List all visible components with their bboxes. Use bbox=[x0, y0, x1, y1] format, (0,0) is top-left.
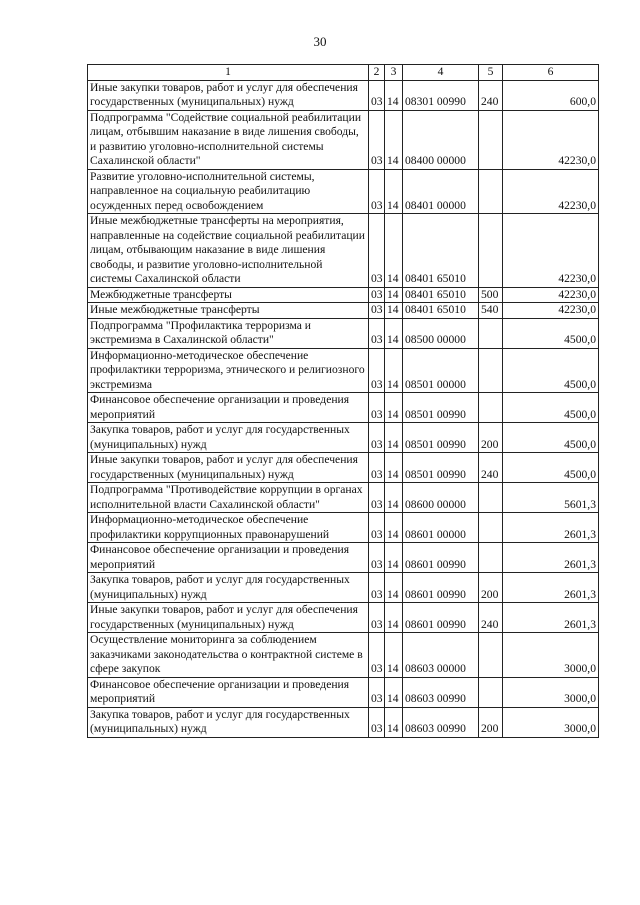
row-expense-type-cell: 200 bbox=[479, 573, 503, 603]
row-amount-cell: 42230,0 bbox=[503, 169, 599, 214]
row-subsection-cell: 14 bbox=[385, 633, 403, 678]
row-target-article-cell: 08603 00990 bbox=[403, 677, 479, 707]
row-amount-cell: 42230,0 bbox=[503, 303, 599, 319]
row-subsection-cell: 14 bbox=[385, 423, 403, 453]
row-amount-cell: 42230,0 bbox=[503, 110, 599, 169]
row-expense-type-cell: 500 bbox=[479, 287, 503, 303]
row-section-cell: 03 bbox=[369, 303, 385, 319]
row-target-article-cell: 08401 00000 bbox=[403, 169, 479, 214]
row-target-article-cell: 08401 65010 bbox=[403, 303, 479, 319]
table-row bbox=[88, 303, 599, 319]
row-section-cell: 03 bbox=[369, 573, 385, 603]
row-target-article-cell: 08501 00990 bbox=[403, 453, 479, 483]
row-name-cell: Финансовое обеспечение организации и проведения мероприятий bbox=[88, 543, 369, 573]
row-subsection-cell: 14 bbox=[385, 543, 403, 573]
row-target-article-cell: 08603 00990 bbox=[403, 707, 479, 737]
column-header: 3 bbox=[385, 65, 403, 81]
row-name-cell: Иные межбюджетные трансферты на мероприятия, направленные на содействие социальной реабилитации лицам, отбывающим наказание в виде лишения свободы, и развитие уголовно-исполнительной системы Сахалинской области bbox=[88, 214, 369, 288]
row-target-article-cell: 08601 00990 bbox=[403, 573, 479, 603]
table-row bbox=[88, 287, 599, 303]
row-name-cell: Развитие уголовно-исполнительной системы, направленное на социальную реабилитацию осужденных перед освобождением bbox=[88, 169, 369, 214]
row-section-cell: 03 bbox=[369, 318, 385, 348]
row-subsection-cell: 14 bbox=[385, 287, 403, 303]
row-amount-cell: 2601,3 bbox=[503, 573, 599, 603]
row-target-article-cell: 08401 65010 bbox=[403, 214, 479, 288]
table-row bbox=[88, 707, 599, 737]
row-section-cell: 03 bbox=[369, 393, 385, 423]
row-name-cell: Подпрограмма "Противодействие коррупции в органах исполнительной власти Сахалинской области" bbox=[88, 483, 369, 513]
row-amount-cell: 4500,0 bbox=[503, 393, 599, 423]
row-subsection-cell: 14 bbox=[385, 348, 403, 393]
row-expense-type-cell: 240 bbox=[479, 453, 503, 483]
row-section-cell: 03 bbox=[369, 633, 385, 678]
row-expense-type-cell: 540 bbox=[479, 303, 503, 319]
row-subsection-cell: 14 bbox=[385, 169, 403, 214]
row-name-cell: Подпрограмма "Профилактика терроризма и экстремизма в Сахалинской области" bbox=[88, 318, 369, 348]
row-section-cell: 03 bbox=[369, 348, 385, 393]
row-amount-cell: 4500,0 bbox=[503, 453, 599, 483]
column-header: 4 bbox=[403, 65, 479, 81]
table-row bbox=[88, 110, 599, 169]
row-section-cell: 03 bbox=[369, 677, 385, 707]
row-name-cell: Подпрограмма "Содействие социальной реабилитации лицам, отбывшим наказание в виде лишения свободы, и развитию уголовно-исполнительной системы Сахалинской области" bbox=[88, 110, 369, 169]
row-target-article-cell: 08301 00990 bbox=[403, 80, 479, 110]
row-expense-type-cell bbox=[479, 318, 503, 348]
row-amount-cell: 2601,3 bbox=[503, 603, 599, 633]
row-subsection-cell: 14 bbox=[385, 483, 403, 513]
row-section-cell: 03 bbox=[369, 287, 385, 303]
row-expense-type-cell bbox=[479, 513, 503, 543]
table-row bbox=[88, 633, 599, 678]
row-amount-cell: 2601,3 bbox=[503, 543, 599, 573]
row-expense-type-cell: 240 bbox=[479, 80, 503, 110]
row-name-cell: Информационно-методическое обеспечение профилактики терроризма, этнического и религиозного экстремизма bbox=[88, 348, 369, 393]
table-header-row bbox=[88, 65, 599, 81]
row-amount-cell: 3000,0 bbox=[503, 633, 599, 678]
row-target-article-cell: 08401 65010 bbox=[403, 287, 479, 303]
row-section-cell: 03 bbox=[369, 707, 385, 737]
page-number: 30 bbox=[313, 34, 327, 49]
row-amount-cell: 5601,3 bbox=[503, 483, 599, 513]
row-section-cell: 03 bbox=[369, 543, 385, 573]
table-row bbox=[88, 348, 599, 393]
row-name-cell: Закупка товаров, работ и услуг для государственных (муниципальных) нужд bbox=[88, 423, 369, 453]
row-amount-cell: 3000,0 bbox=[503, 707, 599, 737]
row-expense-type-cell bbox=[479, 214, 503, 288]
row-name-cell: Закупка товаров, работ и услуг для государственных (муниципальных) нужд bbox=[88, 707, 369, 737]
table-row bbox=[88, 483, 599, 513]
row-target-article-cell: 08600 00000 bbox=[403, 483, 479, 513]
row-subsection-cell: 14 bbox=[385, 453, 403, 483]
row-name-cell: Информационно-методическое обеспечение профилактики коррупционных правонарушений bbox=[88, 513, 369, 543]
row-expense-type-cell bbox=[479, 393, 503, 423]
column-header: 5 bbox=[479, 65, 503, 81]
row-expense-type-cell bbox=[479, 677, 503, 707]
table-row bbox=[88, 603, 599, 633]
row-expense-type-cell bbox=[479, 633, 503, 678]
row-subsection-cell: 14 bbox=[385, 573, 403, 603]
row-target-article-cell: 08601 00000 bbox=[403, 513, 479, 543]
row-name-cell: Иные закупки товаров, работ и услуг для обеспечения государственных (муниципальных) нужд bbox=[88, 453, 369, 483]
table-row bbox=[88, 393, 599, 423]
row-expense-type-cell bbox=[479, 110, 503, 169]
row-name-cell: Финансовое обеспечение организации и проведения мероприятий bbox=[88, 677, 369, 707]
row-target-article-cell: 08501 00990 bbox=[403, 423, 479, 453]
row-section-cell: 03 bbox=[369, 214, 385, 288]
row-subsection-cell: 14 bbox=[385, 393, 403, 423]
row-name-cell: Иные закупки товаров, работ и услуг для обеспечения государственных (муниципальных) нужд bbox=[88, 603, 369, 633]
row-section-cell: 03 bbox=[369, 603, 385, 633]
table-row bbox=[88, 543, 599, 573]
row-amount-cell: 42230,0 bbox=[503, 287, 599, 303]
row-name-cell: Финансовое обеспечение организации и проведения мероприятий bbox=[88, 393, 369, 423]
row-subsection-cell: 14 bbox=[385, 303, 403, 319]
row-target-article-cell: 08603 00000 bbox=[403, 633, 479, 678]
row-expense-type-cell bbox=[479, 169, 503, 214]
row-expense-type-cell: 200 bbox=[479, 707, 503, 737]
table-body bbox=[88, 80, 599, 737]
row-subsection-cell: 14 bbox=[385, 110, 403, 169]
row-subsection-cell: 14 bbox=[385, 214, 403, 288]
row-amount-cell: 4500,0 bbox=[503, 423, 599, 453]
row-subsection-cell: 14 bbox=[385, 318, 403, 348]
row-name-cell: Иные закупки товаров, работ и услуг для обеспечения государственных (муниципальных) нужд bbox=[88, 80, 369, 110]
table-row bbox=[88, 80, 599, 110]
table-row bbox=[88, 423, 599, 453]
row-amount-cell: 600,0 bbox=[503, 80, 599, 110]
table-row bbox=[88, 573, 599, 603]
row-target-article-cell: 08501 00990 bbox=[403, 393, 479, 423]
row-name-cell: Осуществление мониторинга за соблюдением заказчиками законодательства о контрактной системе в сфере закупок bbox=[88, 633, 369, 678]
row-target-article-cell: 08501 00000 bbox=[403, 348, 479, 393]
row-amount-cell: 4500,0 bbox=[503, 348, 599, 393]
row-name-cell: Межбюджетные трансферты bbox=[88, 287, 369, 303]
row-expense-type-cell: 200 bbox=[479, 423, 503, 453]
row-amount-cell: 42230,0 bbox=[503, 214, 599, 288]
row-section-cell: 03 bbox=[369, 80, 385, 110]
table-row bbox=[88, 453, 599, 483]
row-expense-type-cell bbox=[479, 483, 503, 513]
row-subsection-cell: 14 bbox=[385, 513, 403, 543]
row-section-cell: 03 bbox=[369, 110, 385, 169]
row-amount-cell: 3000,0 bbox=[503, 677, 599, 707]
row-target-article-cell: 08500 00000 bbox=[403, 318, 479, 348]
row-section-cell: 03 bbox=[369, 453, 385, 483]
row-amount-cell: 2601,3 bbox=[503, 513, 599, 543]
row-section-cell: 03 bbox=[369, 423, 385, 453]
row-expense-type-cell bbox=[479, 543, 503, 573]
row-subsection-cell: 14 bbox=[385, 603, 403, 633]
column-header: 1 bbox=[88, 65, 369, 81]
row-subsection-cell: 14 bbox=[385, 707, 403, 737]
row-target-article-cell: 08601 00990 bbox=[403, 543, 479, 573]
row-amount-cell: 4500,0 bbox=[503, 318, 599, 348]
table-row bbox=[88, 677, 599, 707]
row-section-cell: 03 bbox=[369, 483, 385, 513]
table-row bbox=[88, 513, 599, 543]
table-row bbox=[88, 169, 599, 214]
table-row bbox=[88, 318, 599, 348]
row-target-article-cell: 08601 00990 bbox=[403, 603, 479, 633]
row-subsection-cell: 14 bbox=[385, 677, 403, 707]
row-subsection-cell: 14 bbox=[385, 80, 403, 110]
row-expense-type-cell bbox=[479, 348, 503, 393]
table-row bbox=[88, 214, 599, 288]
row-section-cell: 03 bbox=[369, 169, 385, 214]
row-section-cell: 03 bbox=[369, 513, 385, 543]
column-header: 2 bbox=[369, 65, 385, 81]
row-target-article-cell: 08400 00000 bbox=[403, 110, 479, 169]
budget-table bbox=[87, 64, 599, 738]
column-header: 6 bbox=[503, 65, 599, 81]
row-name-cell: Иные межбюджетные трансферты bbox=[88, 303, 369, 319]
row-name-cell: Закупка товаров, работ и услуг для государственных (муниципальных) нужд bbox=[88, 573, 369, 603]
row-expense-type-cell: 240 bbox=[479, 603, 503, 633]
